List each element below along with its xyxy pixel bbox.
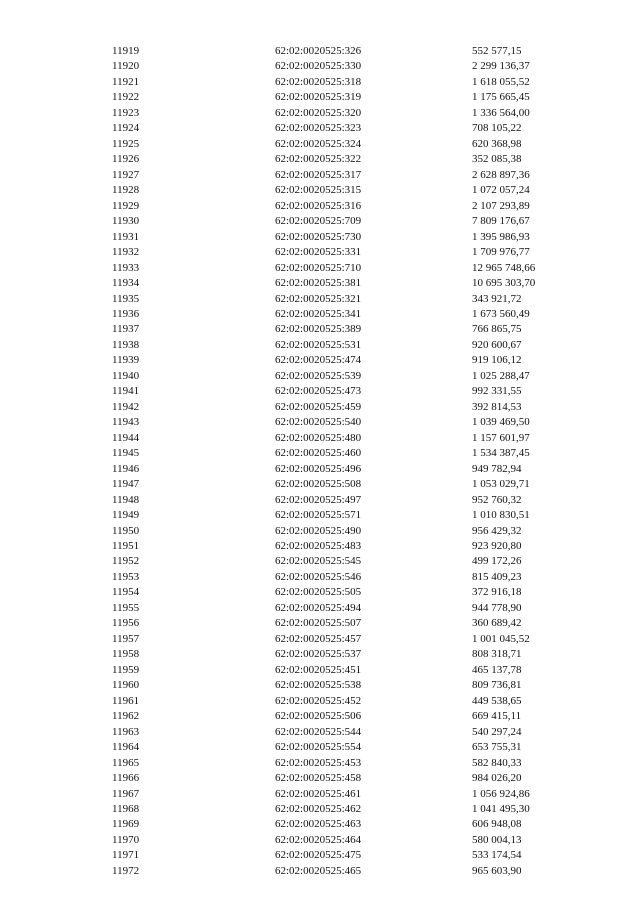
cadastral-number: 62:02:0020525:531 — [275, 338, 362, 351]
cadastral-number: 62:02:0020525:490 — [275, 524, 362, 537]
cadastral-number: 62:02:0020525:464 — [275, 833, 362, 846]
cadastral-value: 1 025 288,47 — [472, 369, 530, 382]
cadastral-value: 343 921,72 — [472, 292, 522, 305]
table-row — [0, 446, 640, 461]
table-row — [0, 44, 640, 59]
table-row — [0, 353, 640, 368]
row-number: 11972 — [112, 864, 140, 877]
cadastral-number: 62:02:0020525:319 — [275, 91, 362, 104]
cadastral-number: 62:02:0020525:461 — [275, 787, 362, 800]
cadastral-number: 62:02:0020525:505 — [275, 586, 362, 599]
cadastral-number: 62:02:0020525:326 — [275, 45, 362, 57]
cadastral-number: 62:02:0020525:554 — [275, 741, 362, 754]
cadastral-value: 956 429,32 — [472, 524, 522, 537]
row-number: 11933 — [112, 261, 140, 274]
row-number: 11924 — [112, 122, 140, 135]
row-number: 11948 — [112, 493, 140, 506]
cadastral-value: 540 297,24 — [472, 725, 522, 738]
table-row — [0, 493, 640, 508]
row-number: 11921 — [112, 75, 140, 88]
cadastral-value: 1 534 387,45 — [472, 447, 530, 460]
cadastral-number: 62:02:0020525:463 — [275, 818, 362, 831]
row-number: 11970 — [112, 833, 140, 846]
table-row — [0, 632, 640, 647]
table-row — [0, 322, 640, 337]
cadastral-number: 62:02:0020525:710 — [275, 261, 362, 274]
cadastral-number: 62:02:0020525:453 — [275, 756, 362, 769]
cadastral-value: 1 618 055,52 — [472, 75, 530, 88]
cadastral-number: 62:02:0020525:483 — [275, 540, 362, 552]
row-number: 11923 — [112, 106, 140, 119]
table-row — [0, 276, 640, 291]
table-row — [0, 338, 640, 353]
cadastral-number: 62:02:0020525:540 — [275, 416, 362, 429]
cadastral-number: 62:02:0020525:465 — [275, 864, 362, 877]
row-number: 11950 — [112, 524, 140, 537]
cadastral-value: 1 053 029,71 — [472, 478, 530, 491]
cadastral-value: 1 041 495,30 — [472, 802, 530, 815]
cadastral-value: 965 603,90 — [472, 864, 522, 877]
table-row — [0, 199, 640, 214]
cadastral-number: 62:02:0020525:730 — [275, 230, 362, 243]
table-row — [0, 694, 640, 709]
cadastral-number: 62:02:0020525:571 — [275, 509, 362, 522]
table-row — [0, 168, 640, 183]
table-row — [0, 709, 640, 724]
row-number: 11929 — [112, 199, 140, 212]
cadastral-value: 808 318,71 — [472, 648, 522, 661]
row-number: 11944 — [112, 431, 140, 444]
table-row — [0, 152, 640, 167]
cadastral-value: 1 673 560,49 — [472, 307, 530, 320]
cadastral-number: 62:02:0020525:381 — [275, 277, 362, 290]
row-number: 11927 — [112, 168, 140, 181]
cadastral-number: 62:02:0020525:544 — [275, 725, 362, 738]
cadastral-value: 465 137,78 — [472, 663, 522, 676]
cadastral-number: 62:02:0020525:497 — [275, 493, 362, 506]
cadastral-number: 62:02:0020525:709 — [275, 215, 362, 228]
row-number: 11946 — [112, 462, 140, 475]
table-row — [0, 369, 640, 384]
cadastral-value: 620 368,98 — [472, 137, 522, 150]
cadastral-number: 62:02:0020525:452 — [275, 694, 362, 707]
cadastral-number: 62:02:0020525:494 — [275, 601, 362, 614]
cadastral-number: 62:02:0020525:315 — [275, 184, 362, 197]
cadastral-value: 708 105,22 — [472, 122, 522, 135]
row-number: 11926 — [112, 153, 140, 166]
row-number: 11959 — [112, 663, 140, 676]
cadastral-value: 1 039 469,50 — [472, 416, 530, 429]
row-number: 11964 — [112, 741, 140, 754]
cadastral-value: 1 157 601,97 — [472, 431, 530, 444]
cadastral-value: 1 010 830,51 — [472, 509, 530, 522]
row-number: 11963 — [112, 725, 140, 738]
row-number: 11939 — [112, 354, 140, 367]
cadastral-value: 653 755,31 — [472, 741, 522, 754]
table-row — [0, 261, 640, 276]
row-number: 11931 — [112, 230, 140, 243]
cadastral-value: 449 538,65 — [472, 694, 522, 707]
cadastral-value: 352 085,38 — [472, 153, 522, 166]
table-row — [0, 539, 640, 554]
table-row — [0, 508, 640, 523]
cadastral-number: 62:02:0020525:316 — [275, 199, 362, 212]
cadastral-number: 62:02:0020525:322 — [275, 153, 362, 166]
row-number: 11932 — [112, 246, 140, 259]
cadastral-value: 766 865,75 — [472, 323, 522, 336]
table-row — [0, 585, 640, 600]
cadastral-value: 815 409,23 — [472, 570, 522, 583]
cadastral-number: 62:02:0020525:473 — [275, 385, 362, 398]
cadastral-value: 944 778,90 — [472, 601, 522, 614]
row-number: 11922 — [112, 91, 140, 104]
table-row — [0, 756, 640, 771]
table-row — [0, 663, 640, 678]
table-row — [0, 725, 640, 740]
cadastral-value: 582 840,33 — [472, 756, 522, 769]
cadastral-number: 62:02:0020525:460 — [275, 447, 362, 460]
table-row — [0, 214, 640, 229]
table-row — [0, 740, 640, 755]
table-row — [0, 554, 640, 569]
cadastral-value: 499 172,26 — [472, 555, 522, 568]
cadastral-value: 920 600,67 — [472, 338, 522, 351]
cadastral-value: 12 965 748,66 — [472, 261, 536, 274]
cadastral-number: 62:02:0020525:317 — [275, 168, 362, 181]
cadastral-number: 62:02:0020525:341 — [275, 307, 362, 320]
row-number: 11942 — [112, 400, 140, 413]
cadastral-value: 10 695 303,70 — [472, 277, 536, 290]
row-number: 11930 — [112, 215, 140, 228]
table-row — [0, 59, 640, 74]
table-row — [0, 415, 640, 430]
table-row — [0, 307, 640, 322]
table-row — [0, 90, 640, 105]
cadastral-number: 62:02:0020525:538 — [275, 679, 362, 692]
cadastral-number: 62:02:0020525:475 — [275, 849, 362, 862]
table-row — [0, 601, 640, 616]
row-number: 11943 — [112, 416, 140, 429]
table-row — [0, 771, 640, 786]
row-number: 11941 — [112, 385, 140, 398]
cadastral-number: 62:02:0020525:480 — [275, 431, 362, 444]
cadastral-number: 62:02:0020525:506 — [275, 710, 362, 723]
table-row — [0, 848, 640, 863]
row-number: 11967 — [112, 787, 140, 800]
cadastral-number: 62:02:0020525:458 — [275, 772, 362, 785]
row-number: 11938 — [112, 338, 140, 351]
cadastral-value: 2 107 293,89 — [472, 199, 530, 212]
cadastral-value: 1 175 665,45 — [472, 91, 530, 104]
cadastral-number: 62:02:0020525:389 — [275, 323, 362, 336]
row-number: 11968 — [112, 802, 140, 815]
table-row — [0, 106, 640, 121]
table-row — [0, 400, 640, 415]
table-row — [0, 245, 640, 260]
cadastral-value: 984 026,20 — [472, 772, 522, 785]
row-number: 11928 — [112, 184, 140, 197]
cadastral-value: 919 106,12 — [472, 354, 522, 367]
cadastral-number: 62:02:0020525:324 — [275, 137, 362, 150]
table-row — [0, 647, 640, 662]
cadastral-value: 533 174,54 — [472, 849, 522, 862]
table-row — [0, 431, 640, 446]
cadastral-number: 62:02:0020525:546 — [275, 570, 362, 583]
cadastral-value-table — [0, 44, 640, 879]
cadastral-number: 62:02:0020525:457 — [275, 632, 362, 645]
table-row — [0, 616, 640, 631]
row-number: 11960 — [112, 679, 140, 692]
table-row — [0, 787, 640, 802]
table-row — [0, 477, 640, 492]
cadastral-number: 62:02:0020525:331 — [275, 246, 362, 259]
row-number: 11969 — [112, 818, 140, 831]
cadastral-value: 669 415,11 — [472, 710, 522, 723]
row-number: 11936 — [112, 307, 140, 320]
table-row — [0, 384, 640, 399]
table-row — [0, 833, 640, 848]
cadastral-value: 2 299 136,37 — [472, 60, 530, 73]
table-row — [0, 121, 640, 136]
cadastral-value: 1 709 976,77 — [472, 246, 530, 259]
cadastral-value: 7 809 176,67 — [472, 215, 530, 228]
row-number: 11956 — [112, 617, 140, 630]
row-number: 11949 — [112, 509, 140, 522]
table-row — [0, 75, 640, 90]
row-number: 11934 — [112, 277, 140, 290]
cadastral-number: 62:02:0020525:451 — [275, 663, 362, 676]
cadastral-number: 62:02:0020525:474 — [275, 354, 362, 367]
cadastral-value: 1 056 924,86 — [472, 787, 530, 800]
cadastral-number: 62:02:0020525:507 — [275, 617, 362, 630]
row-number: 11937 — [112, 323, 140, 336]
row-number: 11920 — [112, 60, 140, 73]
table-row — [0, 678, 640, 693]
row-number: 11945 — [112, 447, 140, 460]
row-number: 11962 — [112, 710, 140, 723]
cadastral-number: 62:02:0020525:508 — [275, 478, 362, 491]
table-row — [0, 183, 640, 198]
row-number: 11925 — [112, 137, 140, 150]
row-number: 11935 — [112, 292, 140, 305]
cadastral-value: 949 782,94 — [472, 462, 522, 475]
table-row — [0, 462, 640, 477]
row-number: 11961 — [112, 694, 140, 707]
cadastral-number: 62:02:0020525:330 — [275, 60, 362, 73]
cadastral-value: 1 395 986,93 — [472, 230, 530, 243]
row-number: 11952 — [112, 555, 140, 568]
cadastral-value: 809 736,81 — [472, 679, 522, 692]
cadastral-number: 62:02:0020525:496 — [275, 462, 362, 475]
cadastral-value: 580 004,13 — [472, 833, 522, 846]
table-row — [0, 817, 640, 832]
table-row — [0, 570, 640, 585]
row-number: 11919 — [112, 45, 140, 57]
row-number: 11947 — [112, 478, 140, 491]
cadastral-value: 1 336 564,00 — [472, 106, 530, 119]
cadastral-value: 392 814,53 — [472, 400, 522, 413]
table-row — [0, 864, 640, 879]
cadastral-number: 62:02:0020525:318 — [275, 75, 362, 88]
cadastral-number: 62:02:0020525:537 — [275, 648, 362, 661]
cadastral-number: 62:02:0020525:539 — [275, 369, 362, 382]
cadastral-value: 360 689,42 — [472, 617, 522, 630]
row-number: 11955 — [112, 601, 140, 614]
row-number: 11971 — [112, 849, 140, 862]
cadastral-number: 62:02:0020525:320 — [275, 106, 362, 119]
cadastral-value: 952 760,32 — [472, 493, 522, 506]
row-number: 11953 — [112, 570, 140, 583]
cadastral-value: 992 331,55 — [472, 385, 522, 398]
row-number: 11958 — [112, 648, 140, 661]
table-row — [0, 137, 640, 152]
table-row — [0, 524, 640, 539]
cadastral-value: 552 577,15 — [472, 45, 522, 57]
cadastral-number: 62:02:0020525:462 — [275, 802, 362, 815]
cadastral-value: 1 001 045,52 — [472, 632, 530, 645]
cadastral-number: 62:02:0020525:459 — [275, 400, 362, 413]
cadastral-number: 62:02:0020525:545 — [275, 555, 362, 568]
cadastral-number: 62:02:0020525:323 — [275, 122, 362, 135]
cadastral-value: 2 628 897,36 — [472, 168, 530, 181]
row-number: 11966 — [112, 772, 140, 785]
cadastral-number: 62:02:0020525:321 — [275, 292, 362, 305]
cadastral-value: 1 072 057,24 — [472, 184, 530, 197]
row-number: 11965 — [112, 756, 140, 769]
table-row — [0, 230, 640, 245]
table-row — [0, 292, 640, 307]
row-number: 11940 — [112, 369, 140, 382]
row-number: 11954 — [112, 586, 140, 599]
row-number: 11951 — [112, 540, 140, 552]
cadastral-value: 606 948,08 — [472, 818, 522, 831]
cadastral-value: 923 920,80 — [472, 540, 522, 552]
table-row — [0, 802, 640, 817]
cadastral-value: 372 916,18 — [472, 586, 522, 599]
row-number: 11957 — [112, 632, 140, 645]
